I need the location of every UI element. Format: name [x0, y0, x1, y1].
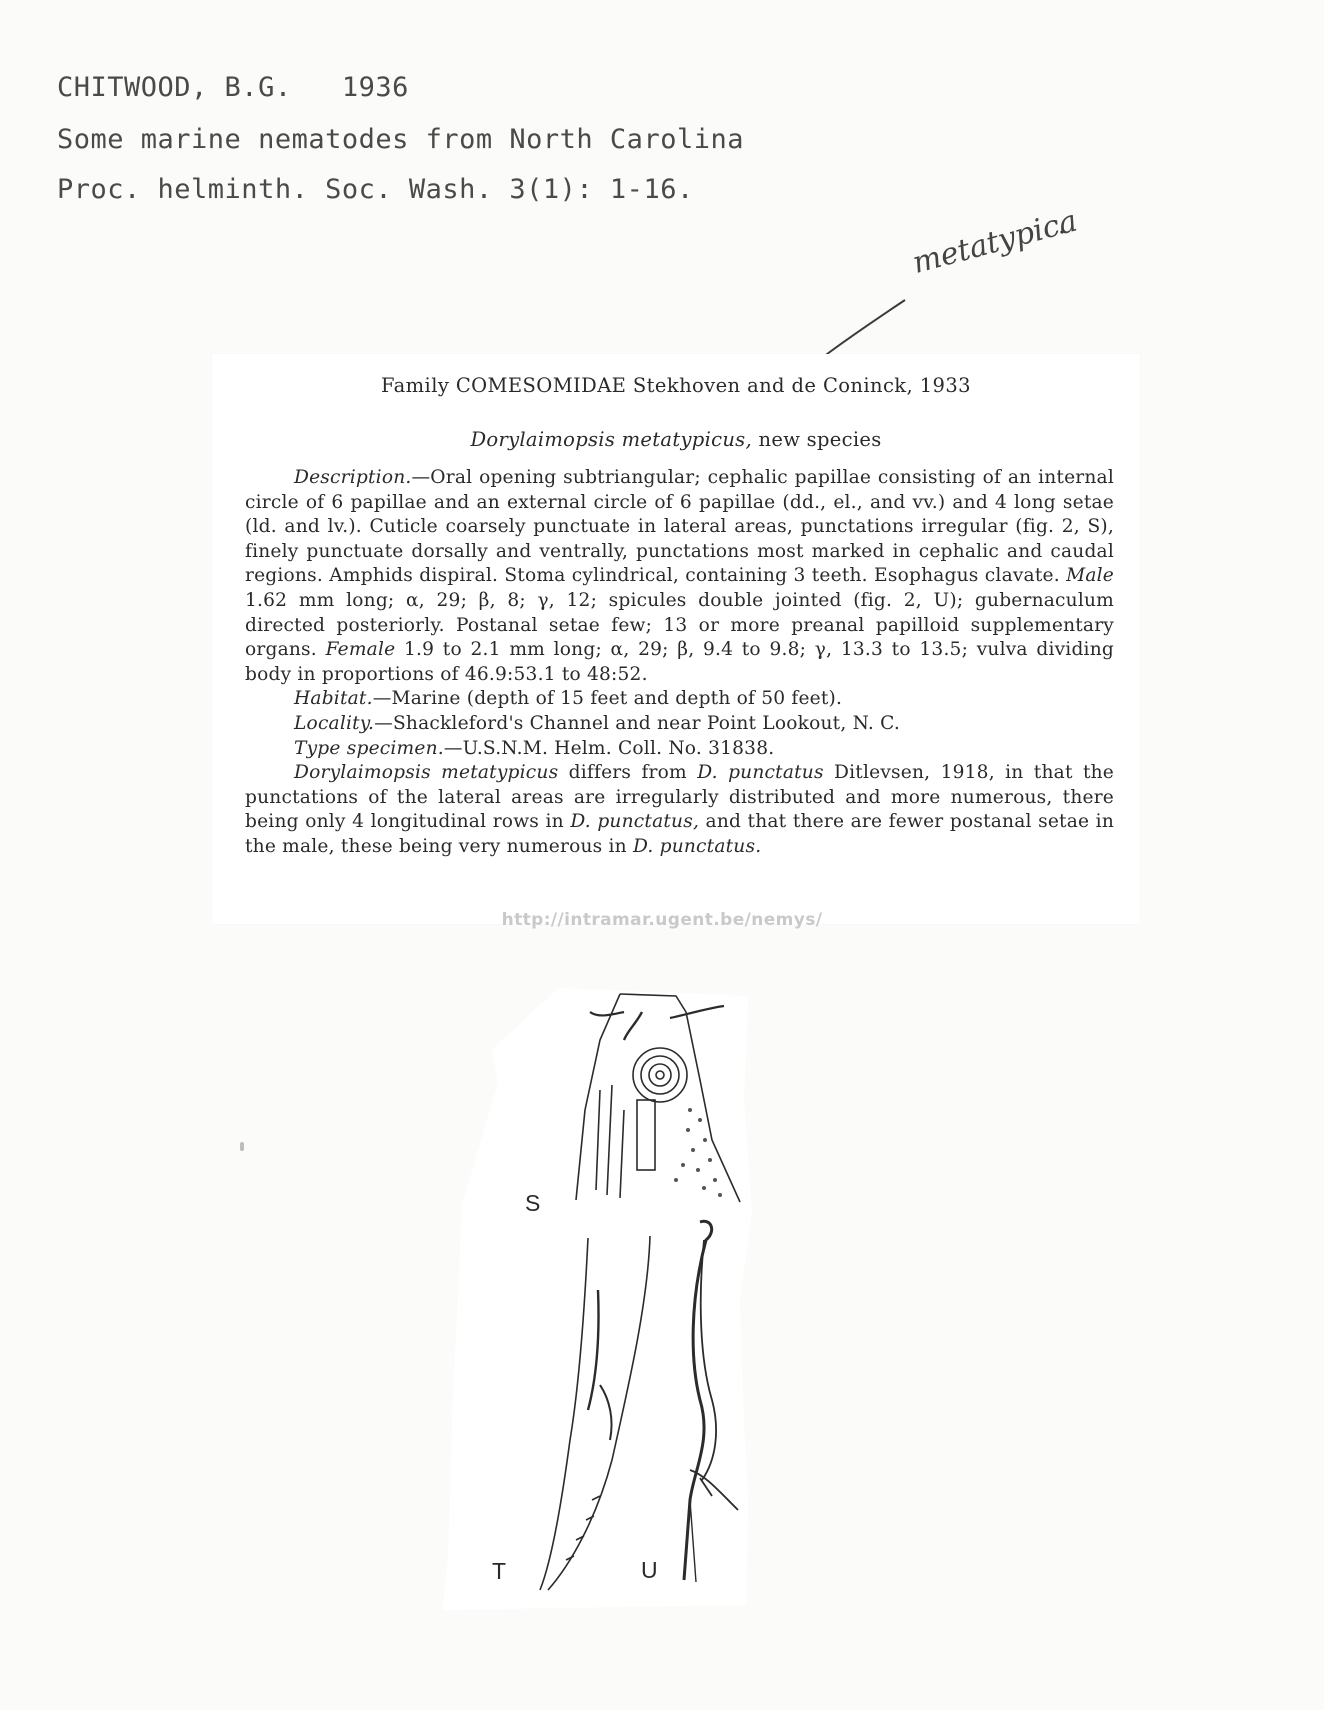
differential-text-1: differs from: [558, 762, 698, 784]
figure-label-t: T: [492, 1558, 507, 1584]
type-specimen-label: Type specimen.: [294, 737, 444, 759]
description-label: Description.: [294, 467, 412, 488]
locality-text: —Shackleford's Channel and near Point Lookout, N. C.: [374, 712, 900, 734]
differential-species: Dorylaimopsis metatypicus: [294, 762, 559, 784]
family-heading: Family COMESOMIDAE Stekhoven and de Coninck, 1933: [381, 374, 971, 397]
species-suffix: new species: [752, 428, 882, 451]
figure-label-s: S: [525, 1190, 541, 1216]
differential-ref-3: D. punctatus.: [632, 835, 762, 857]
male-text: 1.62 mm long; α, 29; β, 8; γ, 12; spicules double jointed (fig. 2, U); gubernaculum directed posteriorly. Postanal setae few; 13 or more preanal papilloid supplementary organs.: [245, 589, 1114, 661]
differential-text-3: and that there are fewer postanal setae in the male, these being very numerous in: [245, 811, 1114, 857]
differential-text-2: Ditlevsen, 1918, in that the punctations of the lateral areas are irregularly distributed and more numerous, there being only 4 longitudinal rows in: [245, 762, 1115, 833]
citation-author-year: CHITWOOD, B.G. 1936: [57, 72, 409, 103]
female-text: 1.9 to 2.1 mm long; α, 29; β, 9.4 to 9.8; γ, 13.3 to 13.5; vulva dividing body in proportions of 46.9:53.1 to 48:52.: [245, 639, 1114, 685]
citation-journal: Proc. helminth. Soc. Wash. 3(1): 1-16.: [57, 174, 694, 205]
type-specimen-text: —U.S.N.M. Helm. Coll. No. 31838.: [443, 737, 775, 759]
species-name: Dorylaimopsis metatypicus,: [470, 428, 752, 451]
male-label: Male: [1066, 565, 1114, 587]
watermark-url: http://intramar.ugent.be/nemys/: [501, 910, 823, 930]
figure-paper-piece: [442, 988, 752, 1610]
citation-title: Some marine nematodes from North Carolina: [57, 124, 744, 155]
differential-ref-1: D. punctatus: [697, 762, 824, 784]
habitat-label: Habitat.: [294, 688, 373, 710]
female-label: Female: [325, 639, 396, 661]
differential-ref-2: D. punctatus,: [570, 811, 700, 833]
figure-label-u: U: [641, 1557, 658, 1583]
habitat-text: —Marine (depth of 15 feet and depth of 50 feet).: [372, 688, 843, 710]
handwritten-annotation: metatypica: [908, 203, 1081, 281]
locality-label: Locality.: [294, 712, 375, 734]
description-text: —Oral opening subtriangular; cephalic papillae consisting of an internal circle of 6 papillae and an external circle of 6 papillae (dd., el., and vv.) and 4 long setae (ld. and lv.). Cuticle coarsely punctuate in lateral areas, punctations irregular (fig. 2, S), finely punctuate dorsally and ventrally, punctations most marked in cephalic and caudal regions. Amphids dispiral. Stoma cylindrical, containing 3 teeth. Esophagus clavate.: [245, 467, 1114, 587]
